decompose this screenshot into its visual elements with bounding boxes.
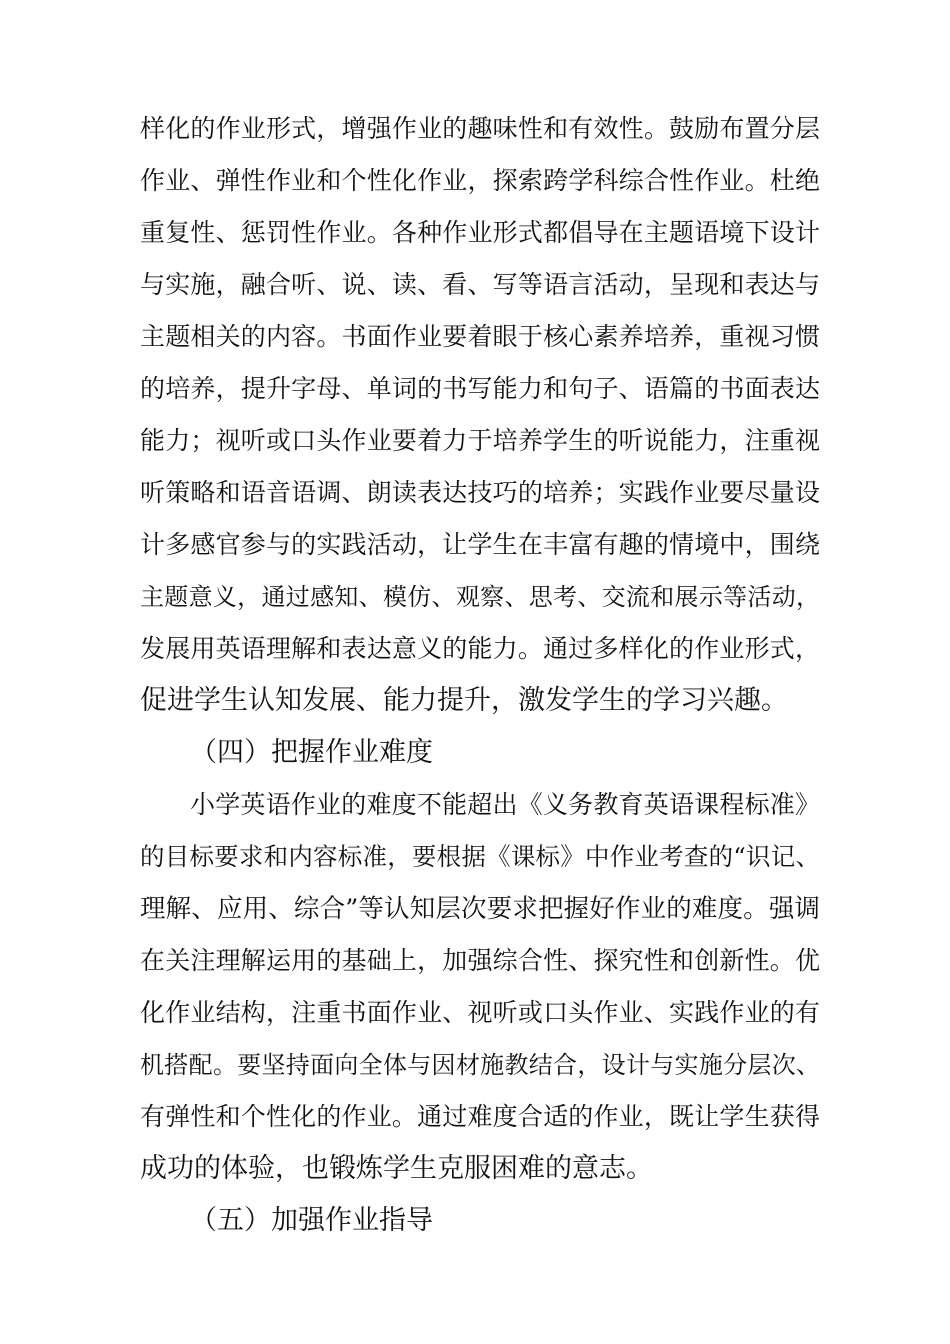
paragraph-2-line: 理解、应用、综合”等认知层次要求把握好作业的难度。强调 [140, 894, 820, 924]
paragraph-2-line: 成功的体验，也锻炼学生克服困难的意志。 [140, 1153, 653, 1184]
paragraph-1-line: 样化的作业形式，增强作业的趣味性和有效性。鼓励布置分层 [140, 114, 820, 143]
paragraph-1-line: 能力；视听或口头作业要着力于培养学生的听说能力，注重视 [140, 426, 820, 455]
section-heading-5: （五）加强作业指导 [190, 1205, 433, 1236]
paragraph-1-line: 发展用英语理解和表达意义的能力。通过多样化的作业形式， [140, 634, 820, 663]
paragraph-2-line: 有弹性和个性化的作业。通过难度合适的作业，既让学生获得 [140, 1102, 820, 1131]
paragraph-2-line: 在关注理解运用的基础上，加强综合性、探究性和创新性。优 [140, 946, 820, 975]
paragraph-2-line: 化作业结构，注重书面作业、视听或口头作业、实践作业的有 [140, 998, 820, 1027]
paragraph-1-line: 听策略和语音语调、朗读表达技巧的培养；实践作业要尽量设 [140, 478, 820, 507]
paragraph-1-line: 促进学生认知发展、能力提升，激发学生的学习兴趣。 [140, 685, 788, 716]
paragraph-2-line: 小学英语作业的难度不能超出《义务教育英语课程标准》 [190, 790, 820, 819]
section-heading-4: （四）把握作业难度 [190, 737, 433, 768]
paragraph-1-line: 重复性、惩罚性作业。各种作业形式都倡导在主题语境下设计 [140, 218, 820, 247]
paragraph-2-line: 的目标要求和内容标准，要根据《课标》中作业考查的“识记、 [140, 842, 820, 871]
paragraph-1-line: 主题意义，通过感知、模仿、观察、思考、交流和展示等活动， [140, 583, 820, 611]
paragraph-1-line: 主题相关的内容。书面作业要着眼于核心素养培养，重视习惯 [140, 322, 820, 351]
paragraph-1-line: 的培养，提升字母、单词的书写能力和句子、语篇的书面表达 [140, 374, 820, 403]
paragraph-1-line: 作业、弹性作业和个性化作业，探索跨学科综合性作业。杜绝 [140, 166, 820, 195]
paragraph-2-line: 机搭配。要坚持面向全体与因材施教结合，设计与实施分层次、 [140, 1051, 820, 1079]
paragraph-1-line: 与实施，融合听、说、读、看、写等语言活动，呈现和表达与 [140, 270, 820, 299]
paragraph-1-line: 计多感官参与的实践活动，让学生在丰富有趣的情境中，围绕 [140, 530, 820, 559]
